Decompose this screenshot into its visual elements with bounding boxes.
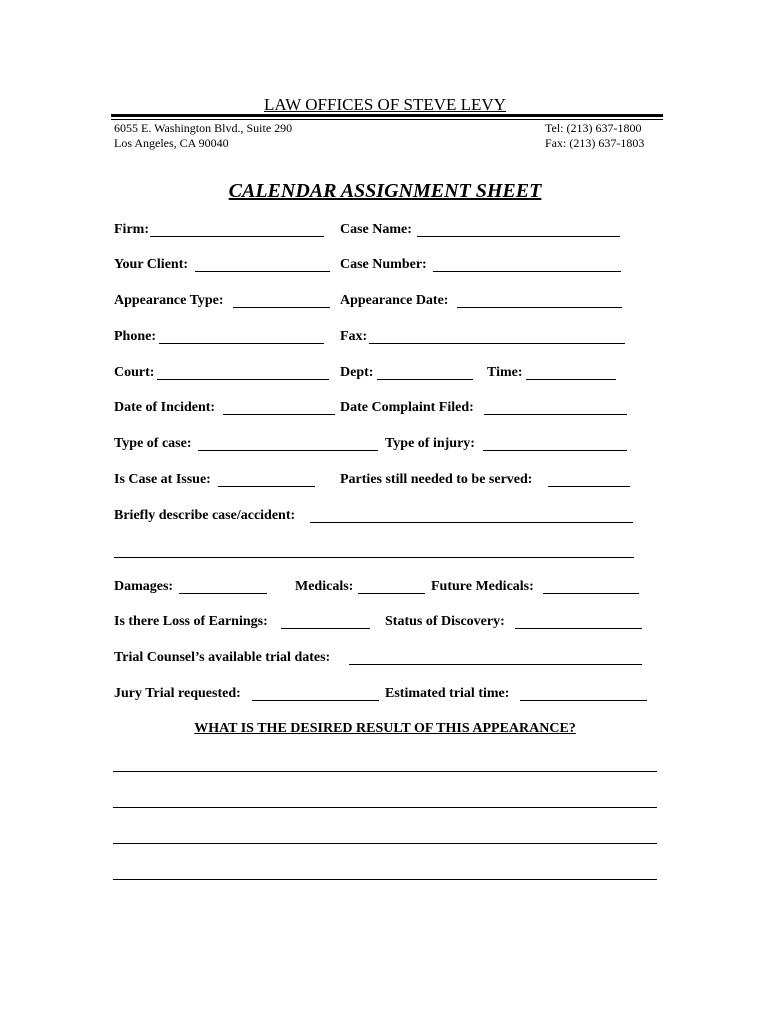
type-of-injury-field[interactable] xyxy=(483,450,627,451)
firm-name-heading: LAW OFFICES OF STEVE LEVY xyxy=(263,95,506,114)
letterhead-rule-thick xyxy=(111,114,663,117)
time-field[interactable] xyxy=(526,379,616,380)
court-field[interactable] xyxy=(157,379,329,380)
fax-field[interactable] xyxy=(369,343,625,344)
firm-field[interactable] xyxy=(150,236,324,237)
medicals-label: Medicals: xyxy=(295,579,354,594)
answer-line[interactable] xyxy=(113,843,657,844)
loss-of-earnings-field[interactable] xyxy=(281,628,370,629)
address-line-2: Los Angeles, CA 90040 xyxy=(114,136,229,150)
case-number-field[interactable] xyxy=(433,271,621,272)
parties-to-serve-label: Parties still needed to be served: xyxy=(340,472,533,487)
trial-dates-field[interactable] xyxy=(349,664,642,665)
damages-label: Damages: xyxy=(114,579,174,594)
briefly-describe-label: Briefly describe case/accident: xyxy=(114,508,296,523)
appearance-date-label: Appearance Date: xyxy=(340,293,449,308)
estimated-trial-time-field[interactable] xyxy=(520,700,647,701)
phone-field[interactable] xyxy=(159,343,324,344)
is-case-at-issue-field[interactable] xyxy=(218,486,315,487)
date-of-incident-field[interactable] xyxy=(223,414,335,415)
sheet-title: CALENDAR ASSIGNMENT SHEET xyxy=(228,180,542,202)
firm-label: Firm: xyxy=(114,222,149,237)
your-client-field[interactable] xyxy=(195,271,330,272)
letterhead-rule-thin xyxy=(111,119,663,120)
desired-result-question: WHAT IS THE DESIRED RESULT OF THIS APPEARANCE? xyxy=(194,721,576,736)
address-line-1: 6055 E. Washington Blvd., Suite 290 xyxy=(114,121,293,135)
telephone: Tel: (213) 637-1800 xyxy=(545,121,642,135)
court-label: Court: xyxy=(114,365,155,380)
jury-trial-label: Jury Trial requested: xyxy=(114,686,241,701)
damages-field[interactable] xyxy=(179,593,267,594)
parties-to-serve-field[interactable] xyxy=(548,486,630,487)
trial-dates-label: Trial Counsel’s available trial dates: xyxy=(114,650,331,665)
answer-line[interactable] xyxy=(113,807,657,808)
appearance-type-label: Appearance Type: xyxy=(114,293,224,308)
estimated-trial-time-label: Estimated trial time: xyxy=(385,686,510,701)
type-of-injury-label: Type of injury: xyxy=(385,436,475,451)
case-name-label: Case Name: xyxy=(340,222,412,237)
jury-trial-field[interactable] xyxy=(252,700,379,701)
briefly-describe-continuation-line[interactable] xyxy=(114,557,634,558)
case-number-label: Case Number: xyxy=(340,257,427,272)
dept-label: Dept: xyxy=(340,365,374,380)
type-of-case-label: Type of case: xyxy=(114,436,192,451)
date-complaint-filed-label: Date Complaint Filed: xyxy=(340,400,474,415)
answer-line[interactable] xyxy=(113,771,657,772)
fax-label: Fax: xyxy=(340,329,368,344)
appearance-type-field[interactable] xyxy=(233,307,330,308)
loss-of-earnings-label: Is there Loss of Earnings: xyxy=(114,614,268,629)
appearance-date-field[interactable] xyxy=(457,307,622,308)
type-of-case-field[interactable] xyxy=(198,450,378,451)
your-client-label: Your Client: xyxy=(114,257,189,272)
date-of-incident-label: Date of Incident: xyxy=(114,400,216,415)
date-complaint-filed-field[interactable] xyxy=(484,414,627,415)
dept-field[interactable] xyxy=(377,379,473,380)
medicals-field[interactable] xyxy=(358,593,425,594)
future-medicals-label: Future Medicals: xyxy=(431,579,534,594)
case-name-field[interactable] xyxy=(417,236,620,237)
time-label: Time: xyxy=(487,365,523,380)
fax-number: Fax: (213) 637-1803 xyxy=(545,136,645,150)
briefly-describe-field[interactable] xyxy=(310,522,633,523)
future-medicals-field[interactable] xyxy=(543,593,639,594)
status-of-discovery-field[interactable] xyxy=(515,628,642,629)
status-of-discovery-label: Status of Discovery: xyxy=(385,614,505,629)
answer-line[interactable] xyxy=(113,879,657,880)
is-case-at-issue-label: Is Case at Issue: xyxy=(114,472,211,487)
phone-label: Phone: xyxy=(114,329,156,344)
